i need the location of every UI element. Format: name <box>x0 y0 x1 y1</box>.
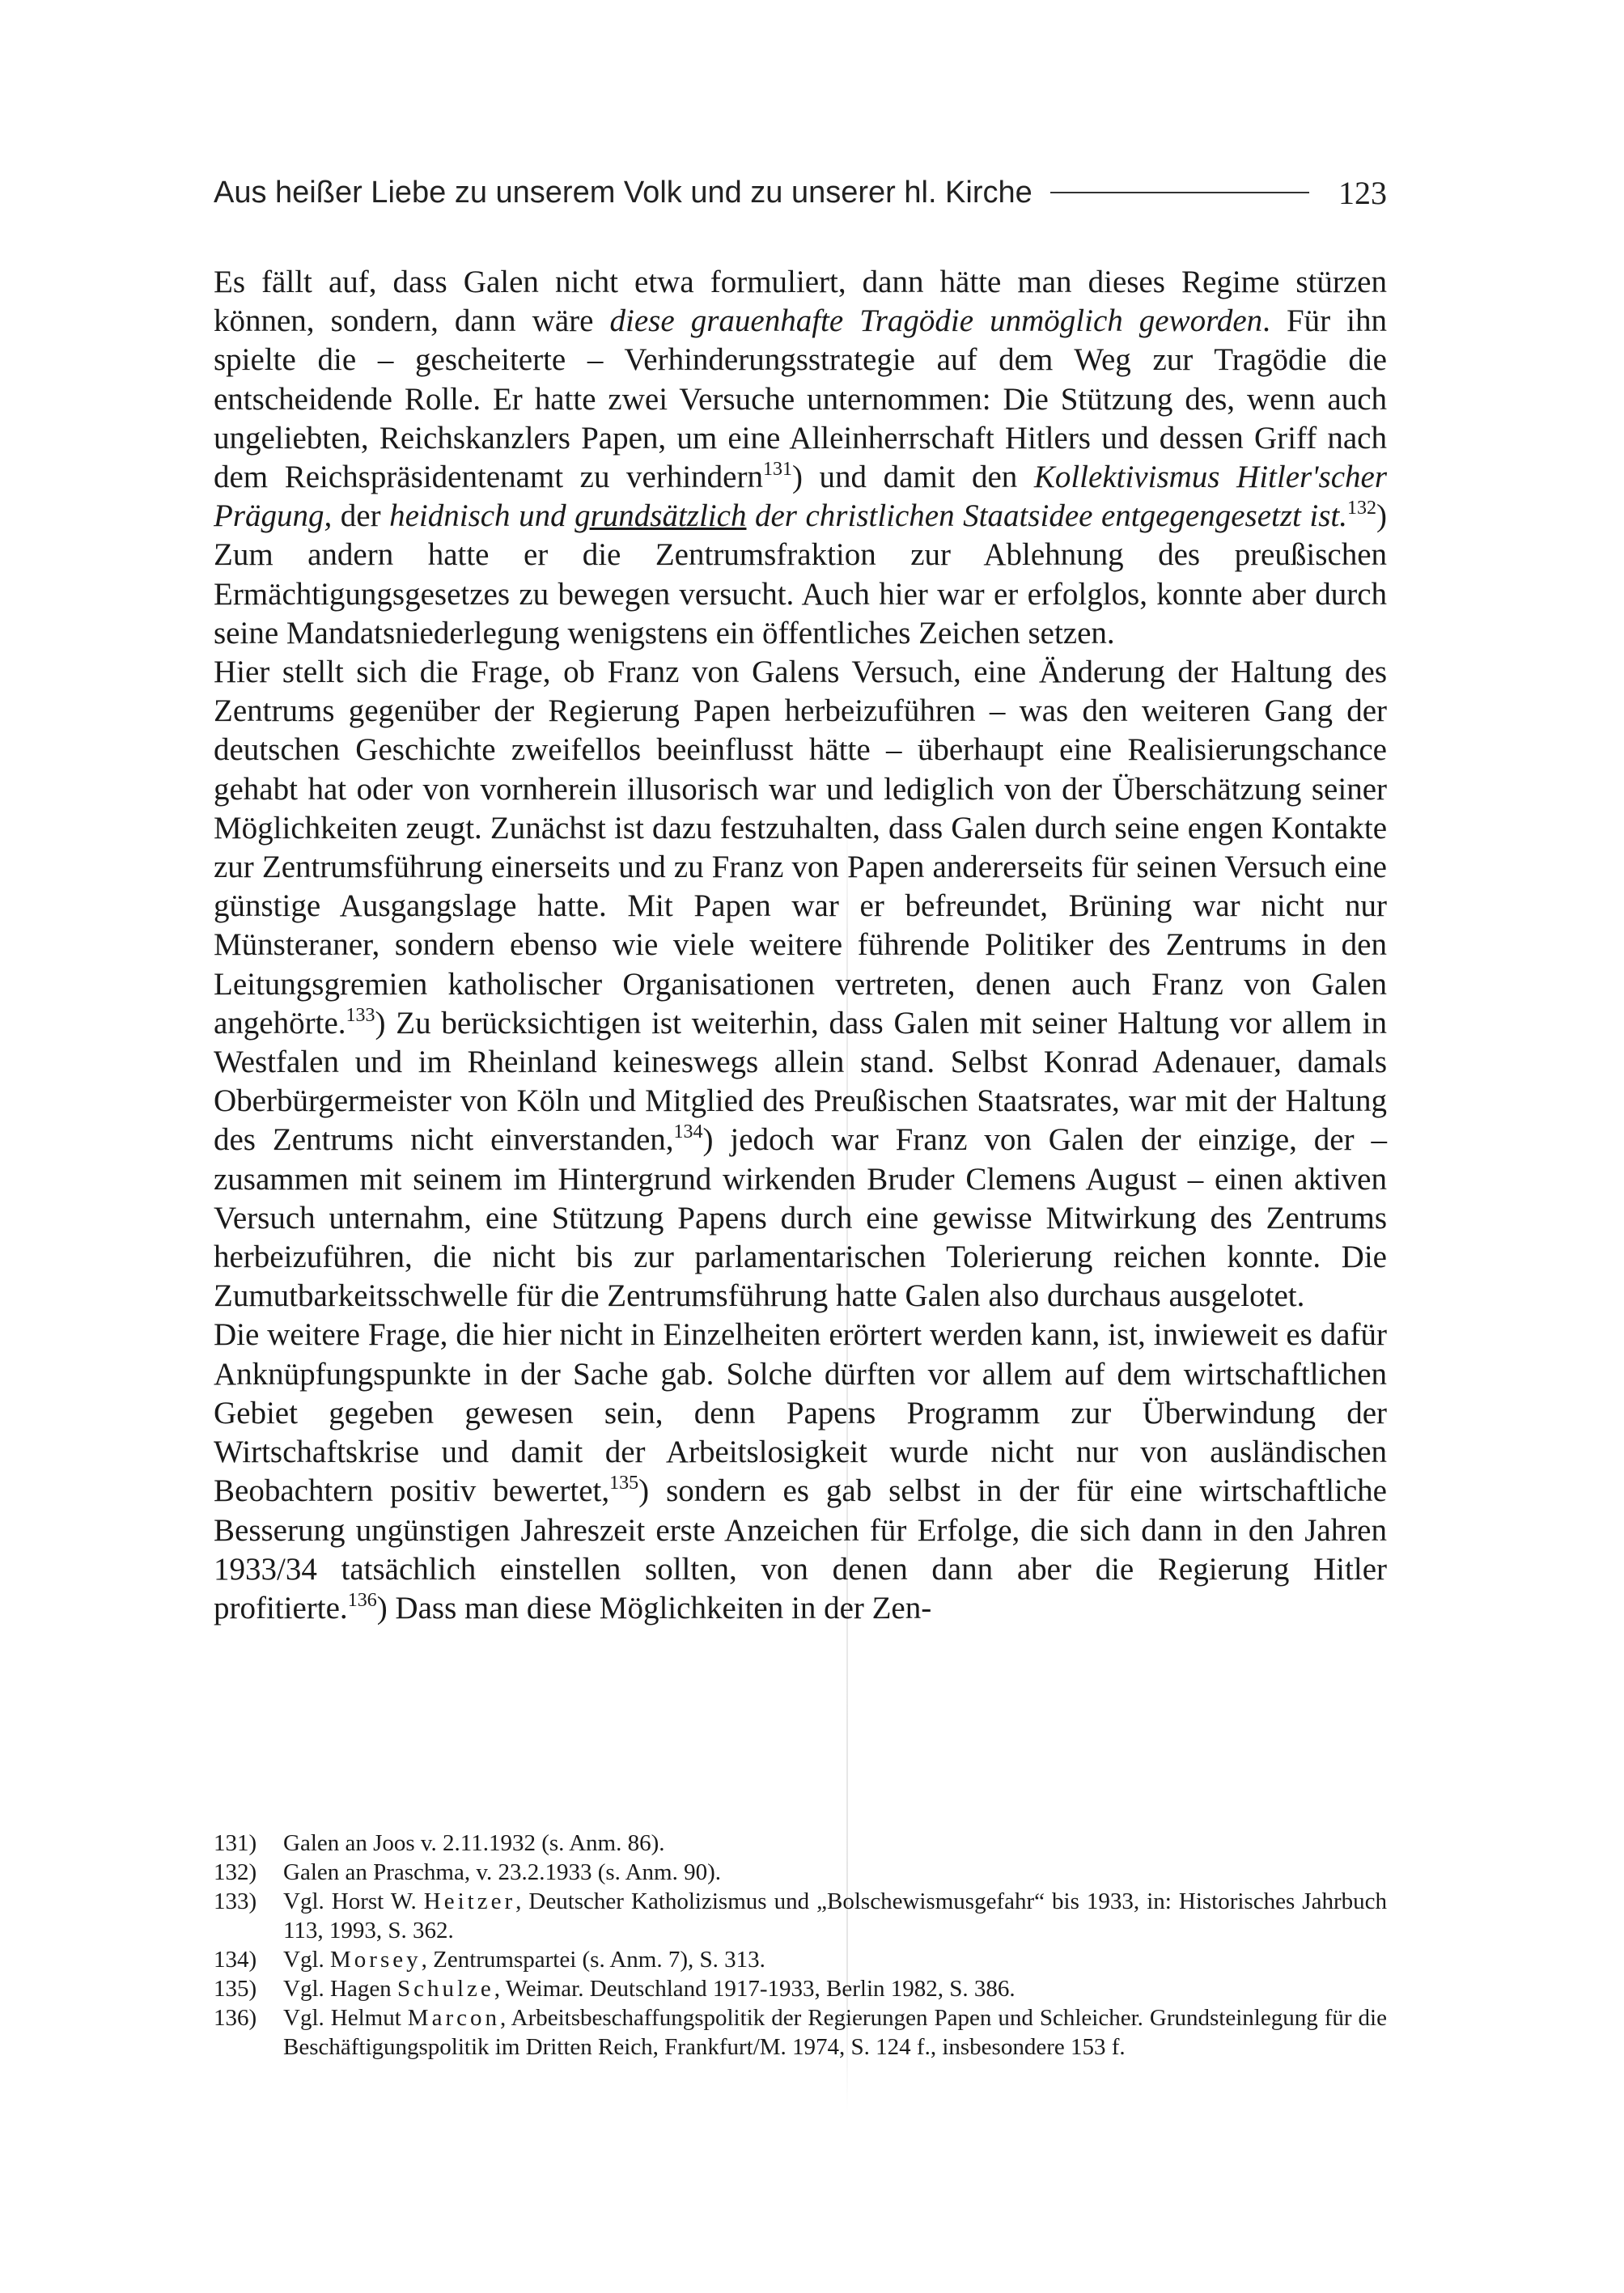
footnote-text <box>283 1887 1387 1945</box>
running-title: Aus heißer Liebe zu unserem Volk und zu unserer hl. Kirche <box>214 175 1032 210</box>
text-run: Es fällt auf, dass Galen nicht etwa formuliert, dann hätte man dieses Regime stürzen können, sondern, dann wäre <box>214 265 1387 339</box>
author-name: Heitzer <box>423 1888 516 1914</box>
footnote <box>214 1945 1387 1974</box>
footnote-number: 134) <box>214 1947 257 1973</box>
italic-text: heidnisch und <box>389 498 575 534</box>
text-run: ) Dass man diese Möglichkeiten in der Zen- <box>376 1590 932 1625</box>
text-run: ) sondern es gab selbst in der für eine wirtschaftliche Besserung ungünstigen Jahreszeit erste Anzeichen für Erfolge, die sich dann in den Jahren 1933/34 tatsächlich einstellen sollten, von denen dann aber die Regierung Hitler profitierte. <box>214 1473 1387 1625</box>
text-run: Die weitere Frage, die hier nicht in Einzelheiten erörtert werden kann, ist, inwieweit es dafür Anknüpfungspunkte in der Sache gab. Solche dürften vor allem auf dem wirtschaftlichen Gebiet gegeben gewesen sein, denn Papens Programm zur Überwindung der Wirtschaftskrise und damit der Arbeitslosigkeit wurde nicht nur von ausländischen Beobachtern positiv bewertet, <box>214 1317 1387 1509</box>
italic-text: diese grauenhafte Tragödie unmöglich geworden <box>609 303 1263 339</box>
text-run: Vgl. <box>283 1947 330 1973</box>
footnotes <box>214 1829 1387 2062</box>
italic-text: Kollektivismus Hitler'scher Prägung, <box>214 460 1387 534</box>
text-run: , Zentrumspartei (s. Anm. 7), S. 313. <box>421 1947 765 1973</box>
footnote-number: 132) <box>214 1859 257 1885</box>
italic-text: der christlichen Staatsidee entgegengesetzt ist. <box>746 498 1347 534</box>
author-name: Marcon <box>407 2005 500 2031</box>
author-name: Morsey <box>330 1947 422 1973</box>
footnote-ref: 134 <box>673 1121 703 1143</box>
footnote-number: 131) <box>214 1830 257 1856</box>
paragraph <box>214 263 1387 653</box>
footnote-ref: 133 <box>346 1004 375 1026</box>
text-run: , Deutscher Katholizismus und „Bolschewismusgefahr“ bis 1933, in: Historisches Jahrbuch 113, 1993, S. 362. <box>283 1888 1387 1943</box>
text-run: , Arbeitsbeschaffungspolitik der Regierungen Papen und Schleicher. Grundsteinlegung für die Beschäftigungspolitik im Dritten Reich, Frankfurt/M. 1974, S. 124 f., insbesondere 153 f. <box>283 2005 1387 2060</box>
header-rule <box>1050 192 1309 193</box>
footnote-text <box>283 1974 1387 2003</box>
paragraph <box>214 653 1387 1316</box>
footnote-ref: 131 <box>762 459 792 481</box>
author-name: Schulze <box>396 1976 494 2002</box>
running-header <box>214 168 1387 217</box>
text-run: der <box>332 498 390 534</box>
footnote <box>214 1974 1387 2003</box>
text-run: Vgl. Hagen <box>283 1976 397 2002</box>
footnote <box>214 1829 1387 1858</box>
footnote-text <box>283 1829 1387 1858</box>
footnote-text <box>283 1945 1387 1974</box>
italic-text: grundsätzlich <box>575 498 747 534</box>
footnote-number: 135) <box>214 1976 257 2002</box>
text-run: ) jedoch war Franz von Galen der einzige, der – zusammen mit seinem im Hintergrund wirkenden Bruder Clemens August – einen aktiven Versuch unternahm, eine Stützung Papens durch eine gewisse Mitwirkung des Zentrums herbeizuführen, die nicht bis zur parlamentarischen Tolerierung reichen konnte. Die Zumutbarkeitsschwelle für die Zentrumsführung hatte Galen also durchaus ausgelotet. <box>214 1122 1387 1314</box>
footnote-text <box>283 2003 1387 2062</box>
text-run: ) und damit den <box>791 460 1034 495</box>
text-run: . Für ihn spielte die – gescheiterte – Verhinderungsstrategie auf dem Weg zur Tragödie die entscheidende Rolle. Er hatte zwei Versuche unternommen: Die Stützung des, wenn auch ungeliebten, Reichskanzlers Papen, um eine Alleinherrschaft Hitlers und dessen Griff nach dem Reichspräsidentenamt zu verhindern <box>214 303 1387 495</box>
footnote <box>214 2003 1387 2062</box>
footnote-ref: 132 <box>1347 498 1376 519</box>
footnote-ref: 136 <box>347 1589 377 1611</box>
text-run: ) Zum andern hatte er die Zentrumsfraktion zur Ablehnung des preußischen Ermächtigungsgesetzes zu bewegen versucht. Auch hier war er erfolglos, konnte aber durch seine Mandatsniederlegung wenigstens ein öffentliches Zeichen setzen. <box>214 498 1387 651</box>
text-run: Hier stellt sich die Frage, ob Franz von Galens Versuch, eine Änderung der Haltung des Zentrums gegenüber der Regierung Papen herbeizuführen – was den weiteren Gang der deutschen Geschichte zweifellos beeinflusst hätte – überhaupt eine Realisierungschance gehabt hat oder von vornherein illusorisch war und lediglich von der Überschätzung seiner Möglichkeiten zeugt. Zunächst ist dazu festzuhalten, dass Galen durch seine engen Kontakte zur Zentrumsführung einerseits und zu Franz von Papen andererseits für seinen Versuch eine günstige Ausgangslage hatte. Mit Papen war er befreundet, Brüning war nicht nur Münsteraner, sondern ebenso wie viele weitere führende Politiker des Zentrums in den Leitungsgremien katholischer Organisationen vertreten, denen auch Franz von Galen angehörte. <box>214 655 1387 1041</box>
main-text <box>214 263 1387 1628</box>
text-run: Galen an Praschma, v. 23.2.1933 (s. Anm. 90). <box>283 1859 721 1885</box>
footnote <box>214 1858 1387 1887</box>
footnote-number: 136) <box>214 2005 257 2031</box>
text-run: Galen an Joos v. 2.11.1932 (s. Anm. 86). <box>283 1830 665 1856</box>
footnote-number: 133) <box>214 1888 257 1914</box>
footnote <box>214 1887 1387 1945</box>
paragraph <box>214 1316 1387 1628</box>
footnote-text <box>283 1858 1387 1887</box>
text-run: Vgl. Helmut <box>283 2005 408 2031</box>
footnote-ref: 135 <box>609 1473 639 1494</box>
text-run: ) Zu berücksichtigen ist weiterhin, dass Galen mit seiner Haltung vor allem in Westfalen und im Rheinland keineswegs allein stand. Selbst Konrad Adenauer, damals Oberbürgermeister von Köln und Mitglied des Preußischen Staatsrates, war mit der Haltung des Zentrums nicht einverstanden, <box>214 1005 1387 1158</box>
text-run: Vgl. Horst W. <box>283 1888 424 1914</box>
page-number: 123 <box>1338 174 1387 211</box>
text-run: , Weimar. Deutschland 1917-1933, Berlin 1982, S. 386. <box>494 1976 1016 2002</box>
